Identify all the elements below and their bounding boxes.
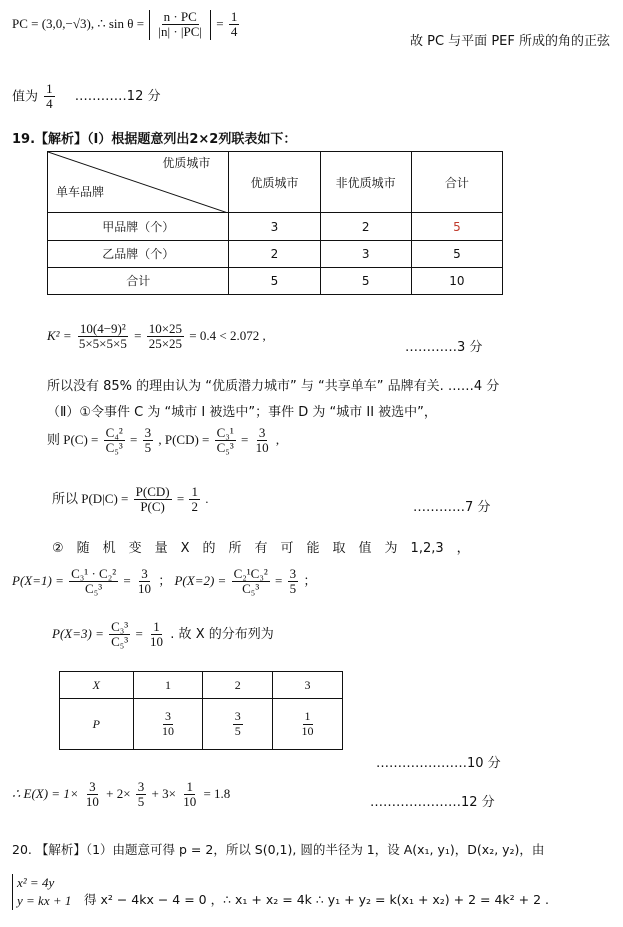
px1-frac: [69, 567, 118, 597]
px2-frac: [232, 567, 270, 597]
px2-rd: 5: [289, 581, 297, 597]
table-cell: 5: [411, 240, 502, 267]
table-cell: 3: [320, 240, 411, 267]
pc-end: ,: [275, 431, 280, 447]
table-cell: 2: [320, 213, 411, 240]
q20-system-bottom: y = kx + 1: [17, 893, 72, 908]
px3-lhs: P(X=3) =: [52, 625, 104, 641]
pcd-frac: [215, 426, 236, 456]
pcd-eq: =: [241, 431, 249, 447]
px3-tail: . 故 X 的分布列为: [170, 626, 274, 642]
x-values-line: ② 随 机 变 量 X 的 所 有 可 能 取 值 为 1,2,3 ，: [52, 541, 470, 556]
px3-rd: 10: [150, 634, 164, 650]
px1-den: C₅³: [85, 581, 103, 597]
pcd-den: C₅³: [216, 440, 234, 456]
line1-conclusion: 故 PC 与平面 PEF 所成的角的正弦: [410, 34, 610, 49]
dist-p-value: [133, 699, 203, 750]
pc-frac-1: [104, 426, 125, 456]
pdc-equation: [52, 485, 208, 515]
table-row: [48, 213, 503, 240]
score-10: …………………10 分: [376, 756, 501, 771]
table-row: [48, 240, 503, 267]
answer-fraction: [44, 82, 55, 112]
diagonal-bottom-label: 单车品牌: [56, 185, 105, 200]
k2-fraction-1: [77, 322, 129, 352]
col-header-non-quality: 非优质城市: [320, 152, 411, 213]
dist-x-label: X: [60, 672, 134, 699]
q20-line1: 20. 【解析】（1）由题意可得 p = 2，所以 S(0,1), 圆的半径为 1，设 A(x₁, y₁)，D(x₂, y₂)，由: [12, 842, 545, 857]
ex-frac-b: [136, 780, 147, 810]
px1-result: [136, 567, 153, 597]
expectation-equation: [12, 780, 230, 810]
px3-rn: 1: [153, 619, 160, 634]
px1-rd: 10: [137, 581, 151, 597]
pc-prefix: 则 P(C) =: [47, 431, 99, 447]
table-cell: 10: [411, 267, 502, 294]
px2-num: C₂¹C₃²: [233, 566, 268, 581]
dist-p-num: 3: [164, 709, 171, 724]
ex-a-num: 3: [89, 779, 96, 794]
pdc-r-num: 1: [191, 484, 198, 499]
ex-c-num: 1: [186, 779, 193, 794]
q19-header: 19.【解析】（Ⅰ）根据题意列出2×2列联表如下：: [12, 132, 297, 147]
col-header-quality: 优质城市: [229, 152, 320, 213]
answer-prefix: 值为: [12, 89, 39, 105]
answer-numerator: 1: [46, 81, 53, 96]
pcd-r-den: 10: [255, 440, 269, 456]
table-cell: 3: [229, 213, 320, 240]
contingency-table: [47, 151, 503, 295]
pc-r1-num: 3: [144, 425, 152, 440]
pc-eq1: =: [130, 431, 138, 447]
table-row: [48, 267, 503, 294]
ex-plus1: + 2×: [106, 785, 131, 801]
k2-lhs: K² =: [47, 327, 72, 343]
sin-fraction: [156, 10, 204, 40]
pc-equation: [47, 426, 279, 456]
dist-p-num: 1: [304, 709, 311, 724]
q20-line2: 得 x² − 4kx − 4 = 0 ，∴ x₁ + x₂ = 4k ∴ y₁ + y₂ = k(x₁ + x₂) + 2 = 4k² + 2 .: [84, 892, 549, 907]
dist-p-value: [273, 699, 343, 750]
sin-result-denominator: 4: [230, 24, 238, 40]
equals-sign: =: [216, 15, 227, 31]
distribution-table: [59, 671, 343, 750]
k2-f2-den: 25×25: [148, 336, 183, 352]
diagonal-top-label: 优质城市: [162, 156, 211, 170]
pc-f1-den: C₅³: [105, 440, 123, 456]
dist-p-label: P: [60, 699, 134, 750]
dist-x-value: 3: [273, 672, 343, 699]
ex-c-den: 10: [183, 794, 197, 810]
pdc-frac: [134, 485, 172, 515]
dist-row-x: [60, 672, 343, 699]
ex-frac-a: [84, 780, 101, 810]
ex-lhs: ∴ E(X) = 1×: [12, 785, 79, 801]
px-sep: ；: [158, 572, 172, 588]
px1-num: C₃¹ · C₂²: [71, 566, 117, 581]
sin-result: [229, 10, 240, 40]
dist-p-value: [203, 699, 273, 750]
col-header-total: 合计: [411, 152, 502, 213]
k2-f2-num: 10×25: [148, 321, 183, 336]
dist-p-den: 5: [234, 723, 241, 738]
px2-rn: 3: [289, 566, 297, 581]
pdc-den: P(C): [140, 499, 165, 515]
dist-row-p: [60, 699, 343, 750]
dist-x-value: 1: [133, 672, 203, 699]
dist-p-den: 10: [161, 723, 174, 738]
px2-den: C₅³: [242, 581, 260, 597]
score-3: …………3 分: [405, 340, 483, 355]
pdc-r-den: 2: [191, 499, 198, 515]
ex-rest: = 1.8: [203, 785, 231, 801]
dist-p-den: 10: [301, 723, 314, 738]
k2-fraction-2: [147, 322, 184, 352]
q20-system: [12, 874, 71, 910]
sin-result-numerator: 1: [230, 9, 238, 24]
table-cell: 5: [411, 213, 502, 240]
px2-end: ；: [303, 572, 317, 588]
pc-result-1: [143, 426, 154, 456]
row-label: 乙品牌（个）: [48, 240, 229, 267]
px12-equation: [12, 567, 316, 597]
pdc-num: P(CD): [135, 484, 170, 499]
px1-eq: =: [123, 572, 131, 588]
dist-x-value: 2: [203, 672, 273, 699]
px2-result: [288, 567, 299, 597]
px2-lhs: P(X=2) =: [174, 572, 227, 588]
conclusion-line: 所以没有 85% 的理由认为 “优质潜力城市” 与 “共享单车” 品牌有关. ……4 分: [47, 379, 500, 394]
px3-frac: [109, 620, 130, 650]
px3-eq: =: [135, 625, 143, 641]
ex-frac-c: [181, 780, 198, 810]
row-label: 合计: [48, 267, 229, 294]
sin-fraction-numerator: n · PC: [163, 9, 197, 24]
px2-eq: =: [275, 572, 283, 588]
row-label: 甲品牌（个）: [48, 213, 229, 240]
pcd-result: [254, 426, 271, 456]
sin-fraction-denominator: |n| · |PC|: [158, 24, 202, 40]
pdc-end: .: [205, 490, 209, 506]
diagonal-header-cell: [48, 152, 229, 213]
pc-vector-expression: PC = (3,0,−√3), ∴ sin θ =: [12, 15, 145, 31]
px3-result: [148, 620, 165, 650]
ex-a-den: 10: [85, 794, 99, 810]
pcd-num: C₃¹: [216, 425, 234, 440]
score-12-b: …………………12 分: [370, 795, 495, 810]
answer-denominator: 4: [46, 96, 53, 112]
px3-equation: [52, 620, 274, 650]
table-cell: 5: [229, 267, 320, 294]
table-cell: 2: [229, 240, 320, 267]
ex-plus2: + 3×: [151, 785, 176, 801]
score-7: …………7 分: [413, 500, 491, 515]
pc-r1-den: 5: [144, 440, 152, 456]
pc-f1-num: C₄²: [105, 425, 123, 440]
ex-b-num: 3: [137, 779, 145, 794]
line1-equation: [12, 10, 241, 40]
pcd-prefix: , P(CD) =: [158, 431, 210, 447]
k2-f1-num: 10(4−9)²: [79, 321, 126, 336]
q20-system-top: x² = 4y: [17, 875, 55, 890]
ex-b-den: 5: [137, 794, 145, 810]
k2-rest: = 0.4 < 2.072 ,: [189, 327, 266, 343]
pdc-result: [189, 485, 200, 515]
px3-den: C₅³: [111, 634, 129, 650]
px1-rn: 3: [141, 566, 148, 581]
pdc-eq: =: [176, 490, 185, 506]
dist-p-num: 3: [234, 709, 241, 724]
k-squared-equation: K² = $\frac{\text{10(4−9)²}}{5\times 5\times 5\times 5}$ = $\frac{10\times 25}{25\times 25}$ = 0.4 < 2.072 ,: [47, 321, 266, 352]
table-cell: 5: [320, 267, 411, 294]
part2-definition: （Ⅱ）①令事件 C 为 “城市 I 被选中”；事件 D 为 “城市 II 被选中”，: [47, 405, 437, 420]
px1-lhs: P(X=1) =: [12, 572, 64, 588]
line2-answer: [12, 82, 160, 112]
pdc-prefix: 所以 P(D|C) =: [52, 490, 129, 506]
k2-f1-den: 5×5×5×5: [78, 336, 127, 352]
score-12: …………12 分: [74, 89, 161, 105]
pcd-r-num: 3: [258, 425, 266, 440]
px3-num: C₃³: [111, 619, 129, 634]
